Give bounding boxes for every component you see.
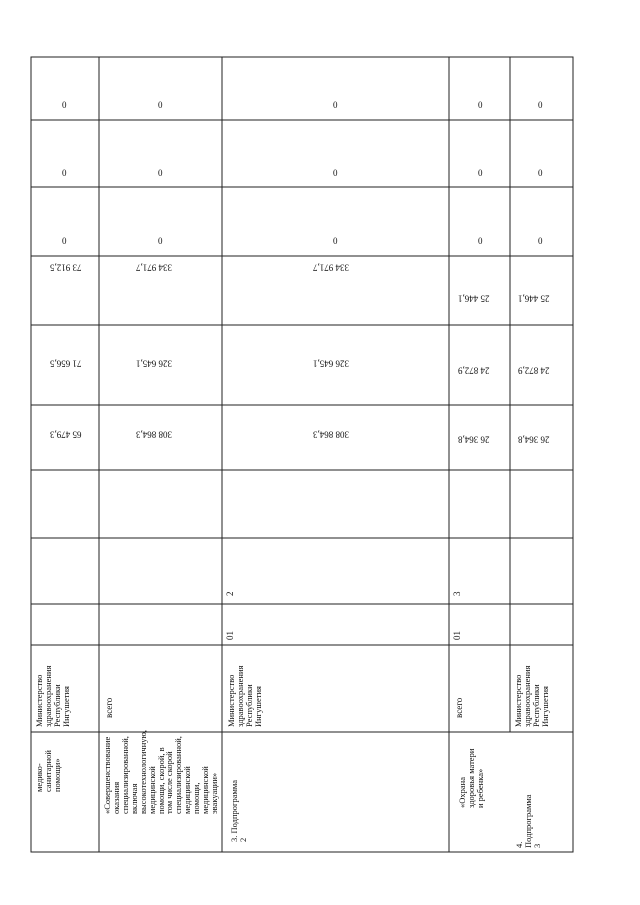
cell-zero: 0 [158,100,163,110]
cell-zero: 0 [538,168,543,178]
cell-zero: 0 [158,236,163,246]
code-cell: 01 [452,631,462,640]
cell-value: 334 971,7 [136,262,172,273]
executor-ministry: Министерство здравоохранения Республики Ингушетия [513,665,550,727]
cell-value: 26 364,8 [458,434,490,445]
cell-value: 73 912,5 [50,262,82,273]
cell-zero: 0 [478,168,483,178]
code-cell: 3 [452,591,462,596]
cell-zero: 0 [333,168,338,178]
executor-total: всего [104,697,114,718]
cell-value: 26 364,8 [518,434,550,445]
cell-zero: 0 [333,236,338,246]
cell-value: 24 872,9 [518,365,550,376]
cell-value: 25 446,1 [458,293,490,304]
cell-zero: 0 [62,168,67,178]
cell-value: 24 872,9 [458,365,490,376]
cell-zero: 0 [62,236,67,246]
cell-zero: 0 [538,236,543,246]
cell-value: 65 479,3 [50,429,82,440]
cell-value: 334 971,7 [313,262,349,273]
subprogram3-label: 4. Подпрограмма 3 [514,794,542,848]
cell-zero: 0 [538,100,543,110]
executor-total: всего [454,697,464,718]
code-cell: 01 [225,631,235,640]
cell-value: 326 645,1 [136,358,172,369]
subprogram2-name-part1: «Совершенствование оказания специализированной, включая высокотехнологичную, медицинской помощи, скорой, в том числе скорой специализированной, медицинской помощи, медицинской эвакуации» [102,730,220,814]
cell-zero: 0 [478,100,483,110]
subprogram3-name: «Охрана здоровья матери и ребенка» [457,748,485,808]
cell-value: 326 645,1 [313,358,349,369]
subprogram2-label: 3. Подпрограмма 2 [229,780,248,842]
cell-zero: 0 [333,100,338,110]
cell-value: 308 864,3 [136,429,172,440]
code-cell: 2 [225,591,235,596]
cell-value: 25 446,1 [518,293,550,304]
cell-value: 308 864,3 [313,429,349,440]
cell-value: 71 656,5 [50,358,82,369]
cell-zero: 0 [62,100,67,110]
executor-ministry: Министерство здравоохранения Республики Ингушетия [34,665,71,727]
program-name-prev: медико-санитарной помощи» [34,750,62,792]
cell-zero: 0 [158,168,163,178]
executor-ministry: Министерство здравоохранения Республики Ингушетия [226,665,263,727]
cell-zero: 0 [478,236,483,246]
